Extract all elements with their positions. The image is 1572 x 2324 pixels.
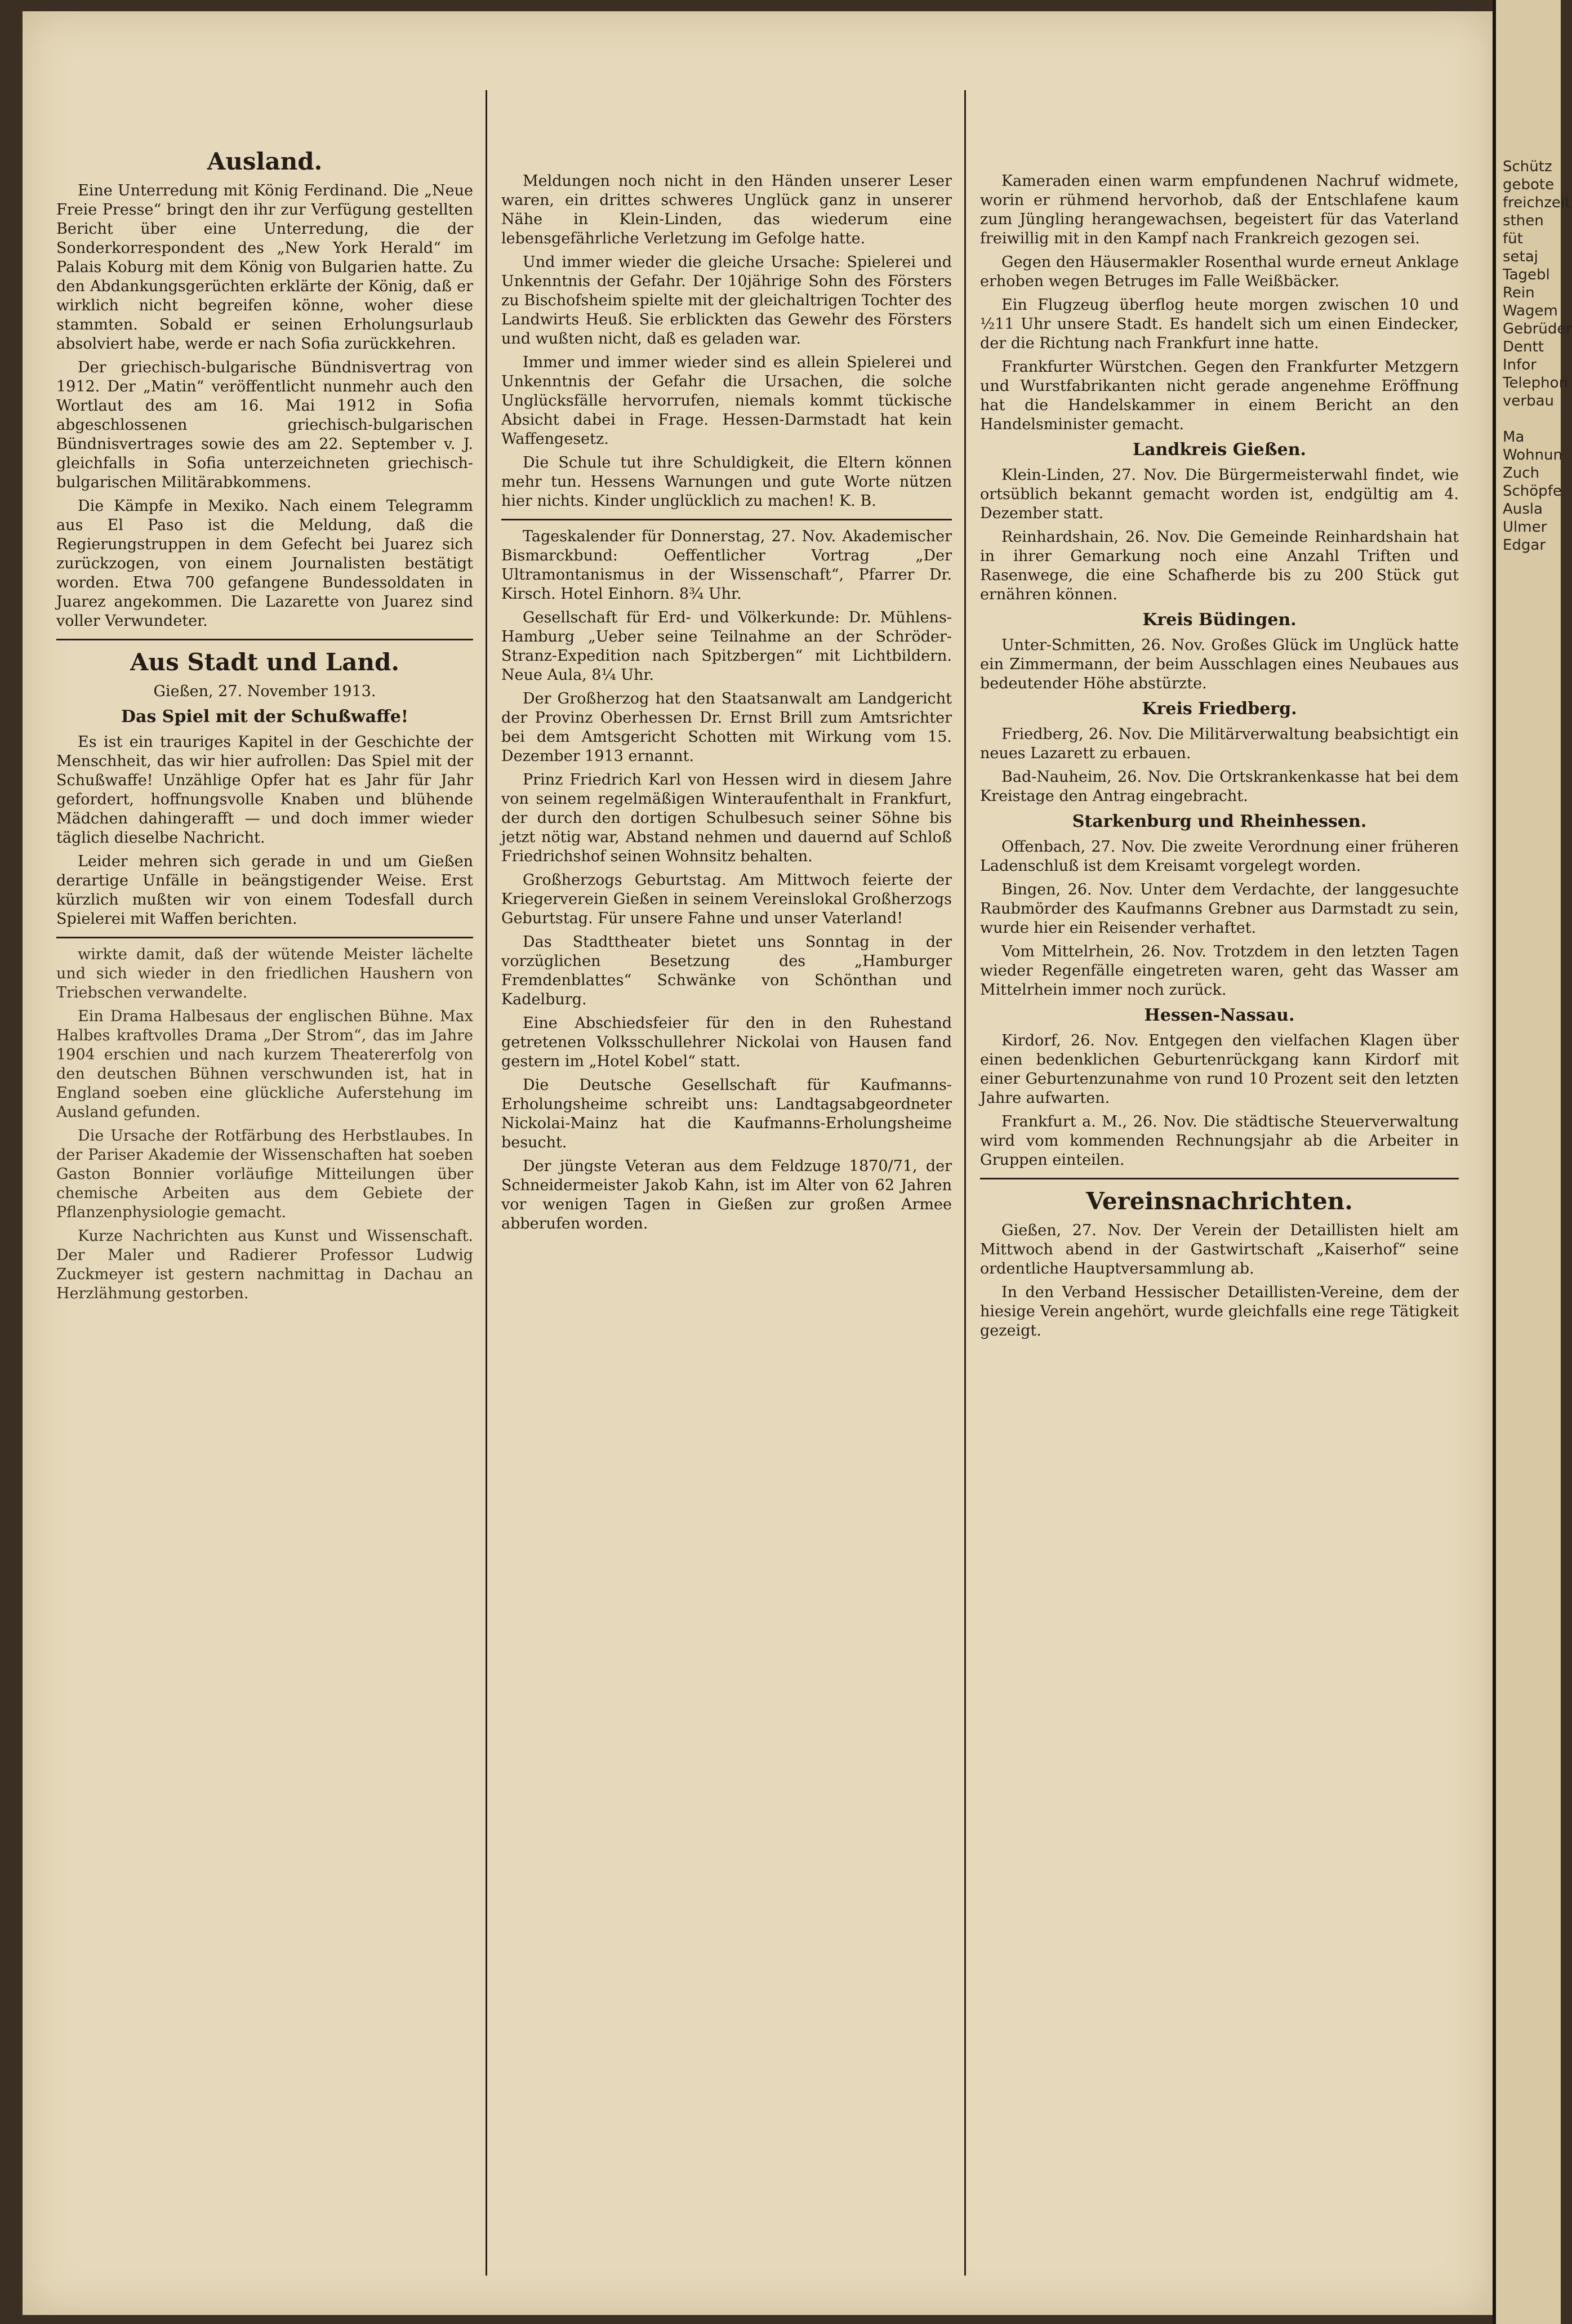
local-paragraph: Ein Flugzeug überflog heute morgen zwischen 10 und ½11 Uhr unsere Stadt. Es handelt sich um einen Eindecker, der die Richtung nach Frankfurt inne hatte. [980,296,1459,352]
section-item: Bad-Nauheim, 26. Nov. Die Ortskrankenkasse hat bei dem Kreistage den Antrag eingebracht. [980,768,1459,805]
section-item: Klein-Linden, 27. Nov. Die Bürgermeisterwahl findet, wie ortsüblich bekannt gemacht worden ist, endgültig am 4. Dezember statt. [980,466,1459,522]
article-paragraph: Meldungen noch nicht in den Händen unserer Leser waren, ein drittes schweres Unglück ganz in unserer Nähe in Klein-Linden, das wiederum eine lebensgefährliche Verletzung im Gefolge hatte. [501,172,952,247]
ausland-paragraph: Der griechisch-bulgarische Bündnisvertrag von 1912. Der „Matin“ veröffentlicht nunmehr auch den Wortlaut des am 16. Mai 1912 in Sofia abgeschlossenen griechisch-bulgarischen Bündnisvertrages sowie des am 22. September v. J. gleichfalls in Sofia unterzeichneten griechisch-bulgarischen Militärabkommens. [56,359,473,491]
article-paragraph: Die Schule tut ihre Schuldigkeit, die Eltern können mehr tun. Hessens Warnungen und gute Worte nützen hier nichts. Kinder unglücklich zu machen! K. B. [501,454,952,510]
notice-item: Gesellschaft für Erd- und Völkerkunde: Dr. Mühlens-Hamburg „Ueber seine Teilnahme an der Schröder-Stranz-Expedition nach Spitzbergen“ mit Lichtbildern. Neue Aula, 8¼ Uhr. [501,609,952,684]
column-rule-2 [964,90,966,2276]
notice-item: Großherzogs Geburtstag. Am Mittwoch feierte der Kriegerverein Gießen in seinem Vereinslokal Großherzogs Geburtstag. Für unsere Fahne und unser Vaterland! [501,871,952,927]
feuilleton-divider [56,937,473,938]
adjacent-page-text: Schütz gebote freichzeit sthen füt setaj Tagebl Rein Wagem Gebrüder Dentt Infor Telephon verbau Ma Wohnun Zuch Schöpfe Ausla Ulmer Edgar [1503,158,1572,554]
section-item: Friedberg, 26. Nov. Die Militärverwaltung beabsichtigt ein neues Lazarett zu erbauen. [980,725,1459,762]
article-paragraph: Immer und immer wieder sind es allein Spielerei und Unkenntnis der Gefahr die Ursachen, die solche Unglücksfälle hervorrufen, niemals kommt tückische Absicht dabei in Frage. Hessen-Darmstadt hat kein Waffengesetz. [501,354,952,448]
ausland-heading: Ausland. [207,148,323,175]
section-item: Unter-Schmitten, 26. Nov. Großes Glück im Unglück hatte ein Zimmermann, der beim Ausschlagen eines Neubaues aus bedeutender Höhe abstürzte. [980,636,1459,692]
section-item: Bingen, 26. Nov. Unter dem Verdachte, der langgesuchte Raubmörder des Kaufmanns Grebner aus Darmstadt zu sein, wurde hier ein Reisender verhaftet. [980,881,1459,937]
section-item: Gießen, 27. Nov. Der Verein der Detaillisten hielt am Mittwoch abend in der Gastwirtschaft „Kaiserhof“ seine ordentliche Hauptversammlung ab. [980,1222,1459,1277]
stadt-paragraph: Es ist ein trauriges Kapitel in der Geschichte der Menschheit, das wir hier aufrollen: Das Spiel mit der Schußwaffe! Unzählige Opfer hat es Jahr für Jahr gefordert, hoffnungsvolle Knaben und blühende Mädchen dahingerafft — und doch immer wieder täglich dieselbe Nachricht. [56,733,473,847]
vereins-divider [980,1178,1459,1179]
feuilleton-paragraph: Ein Drama Halbesaus der englischen Bühne. Max Halbes kraftvolles Drama „Der Strom“, das im Jahre 1904 erschien und nach kurzem Theatererfolg von den deutschen Bühnen verschwunden ist, hat in England soeben eine glückliche Auferstehung im Ausland gefunden. [56,1008,473,1121]
feuilleton-paragraph: Kurze Nachrichten aus Kunst und Wissenschaft. Der Maler und Radierer Professor Ludwig Zuckmeyer ist gestern nachmittag in Dachau an Herzlähmung gestorben. [56,1227,473,1302]
column-right [980,172,1459,1345]
column-rule-1 [486,90,487,2276]
article-paragraph: Und immer wieder die gleiche Ursache: Spielerei und Unkenntnis der Gefahr. Der 10jährige Sohn des Försters zu Bischofsheim spielte mit der gleichaltrigen Tochter des Landwirts Heuß. Sie erblickten das Gewehr des Försters und wußten nicht, daß es geladen war. [501,253,952,348]
ausland-paragraph: Eine Unterredung mit König Ferdinand. Die „Neue Freie Presse“ bringt den ihr zur Verfügung gestellten Bericht über eine Unterredung, die der Sonderkorrespondent des „New York Herald“ im Palais Koburg mit dem König von Bulgarien hatte. Zu den Abdankungsgerüchten erklärte der König, daß er wirklich nicht begreifen könne, woher diese stammten. Sobald er seinen Erholungsurlaub absolviert habe, werde er nach Sofia zurückkehren. [56,182,473,353]
newspaper-page [23,11,1493,2315]
column-middle [501,172,952,1238]
section-item: Frankfurt a. M., 26. Nov. Die städtische Steuerverwaltung wird vom kommenden Rechnungsjahr ab die Arbeiter in Gruppen einteilen. [980,1113,1459,1169]
section-item: Vom Mittelrhein, 26. Nov. Trotzdem in den letzten Tagen wieder Regenfälle eingetreten waren, geht das Wasser am Mittelrhein immer noch zurück. [980,943,1459,999]
column-left [56,146,473,1308]
stadt-paragraph: Leider mehren sich gerade in und um Gießen derartige Unfälle in beängstigender Weise. Erst kürzlich mußten wir von einem Todesfall durch Spielerei mit Waffen berichten. [56,853,473,928]
feuilleton-paragraph: wirkte damit, daß der wütende Meister lächelte und sich wieder in den friedlichen Haushern von Triebschen verwandelte. [56,946,473,1001]
stadt-heading: Aus Stadt und Land. [130,648,400,676]
section-title-hessen-nassau: Hessen-Nassau. [1144,1005,1295,1025]
section-item: In den Verband Hessischer Detaillisten-Vereine, dem der hiesige Verein angehört, wurde gleichfalls eine rege Tätigkeit gezeigt. [980,1284,1459,1339]
adjacent-page-edge [1493,0,1572,2324]
notice-item: Der Großherzog hat den Staatsanwalt am Landgericht der Provinz Oberhessen Dr. Ernst Brill zum Amtsrichter bei dem Amtsgericht Schotten mit Wirkung vom 15. Dezember 1913 ernannt. [501,690,952,765]
section-title-vereinsnachrichten: Vereinsnachrichten. [1086,1187,1353,1215]
notice-item: Das Stadttheater bietet uns Sonntag in der vorzüglichen Besetzung des „Hamburger Fremdenblattes“ Schwänke von Schönthan und Kadelburg. [501,933,952,1008]
section-item: Offenbach, 27. Nov. Die zweite Verordnung einer früheren Ladenschluß ist dem Kreisamt vorgelegt worden. [980,838,1459,875]
local-paragraph: Kameraden einen warm empfundenen Nachruf widmete, worin er rühmend hervorhob, daß der Entschlafene kaum zum Jüngling herangewachsen, begeistert für das Vaterland freiwillig mit in den Kampf nach Frankreich gezogen sei. [980,172,1459,247]
notice-item: Der jüngste Veteran aus dem Feldzuge 1870/71, der Schneidermeister Jakob Kahn, ist im Alter von 62 Jahren vor wenigen Tagen in Gießen zur großen Armee abberufen worden. [501,1157,952,1232]
stadt-subhead: Das Spiel mit der Schußwaffe! [121,707,408,727]
notice-item: Tageskalender für Donnerstag, 27. Nov. Akademischer Bismarckbund: Oeffentlicher Vortrag „Der Ultramontanismus in der Wissenschaft“, Pfarrer Dr. Kirsch. Hotel Einhorn. 8¾ Uhr. [501,528,952,603]
notice-item: Prinz Friedrich Karl von Hessen wird in diesem Jahre von seinem regelmäßigen Winteraufenthalt in Frankfurt, der durch den dortigen Schulbesuch seiner Söhne bis jetzt nötig war, Abstand nehmen und dauernd auf Schloß Friedrichshof seinen Wohnsitz behalten. [501,771,952,865]
section-divider [56,639,473,640]
section-title-starkenburg: Starkenburg und Rheinhessen. [1072,812,1367,831]
local-paragraph: Frankfurter Würstchen. Gegen den Frankfurter Metzgern und Wurstfabrikanten nicht gerade angenehme Eröffnung hat die Handelskammer in einem Bericht an den Handelsminister gemacht. [980,358,1459,433]
section-title-kreis-buedingen: Kreis Büdingen. [1142,610,1297,630]
notices-divider [501,519,952,520]
stadt-dateline: Gießen, 27. November 1913. [153,683,376,700]
section-title-kreis-friedberg: Kreis Friedberg. [1142,699,1297,719]
ausland-paragraph: Die Kämpfe in Mexiko. Nach einem Telegramm aus El Paso ist die Meldung, daß die Regierungstruppen in dem Gefecht bei Juarez sich zurückzogen, von einem Journalisten bestätigt worden. Etwa 700 gefangene Bundessoldaten in Juarez angekommen. Die Lazarette von Juarez sind voller Verwundeter. [56,497,473,630]
feuilleton-paragraph: Die Ursache der Rotfärbung des Herbstlaubes. In der Pariser Akademie der Wissenschaften hat soeben Gaston Bonnier vorläufige Mitteilungen über chemische Arbeiten aus dem Gebiete der Pflanzenphysiologie gemacht. [56,1127,473,1221]
local-paragraph: Gegen den Häusermakler Rosenthal wurde erneut Anklage erhoben wegen Betruges im Falle Weißbäcker. [980,253,1459,290]
section-item: Reinhardshain, 26. Nov. Die Gemeinde Reinhardshain hat in ihrer Gemarkung noch eine Anzahl Triften und Rasenwege, die eine Schafherde bis zu 200 Stück gut ernähren können. [980,528,1459,603]
section-item: Kirdorf, 26. Nov. Entgegen den vielfachen Klagen über einen bedenklichen Geburtenrückgang kann Kirdorf mit einer Geburtenzunahme von rund 10 Prozent seit den letzten Jahre aufwarten. [980,1032,1459,1107]
notice-item: Die Deutsche Gesellschaft für Kaufmanns-Erholungsheime schreibt uns: Landtagsabgeordneter Nickolai-Mainz hat die Kaufmanns-Erholungsheime besucht. [501,1076,952,1151]
notice-item: Eine Abschiedsfeier für den in den Ruhestand getretenen Volksschullehrer Nickolai von Hausen fand gestern im „Hotel Kobel“ statt. [501,1014,952,1070]
section-title-landkreis-giessen: Landkreis Gießen. [1133,440,1306,460]
